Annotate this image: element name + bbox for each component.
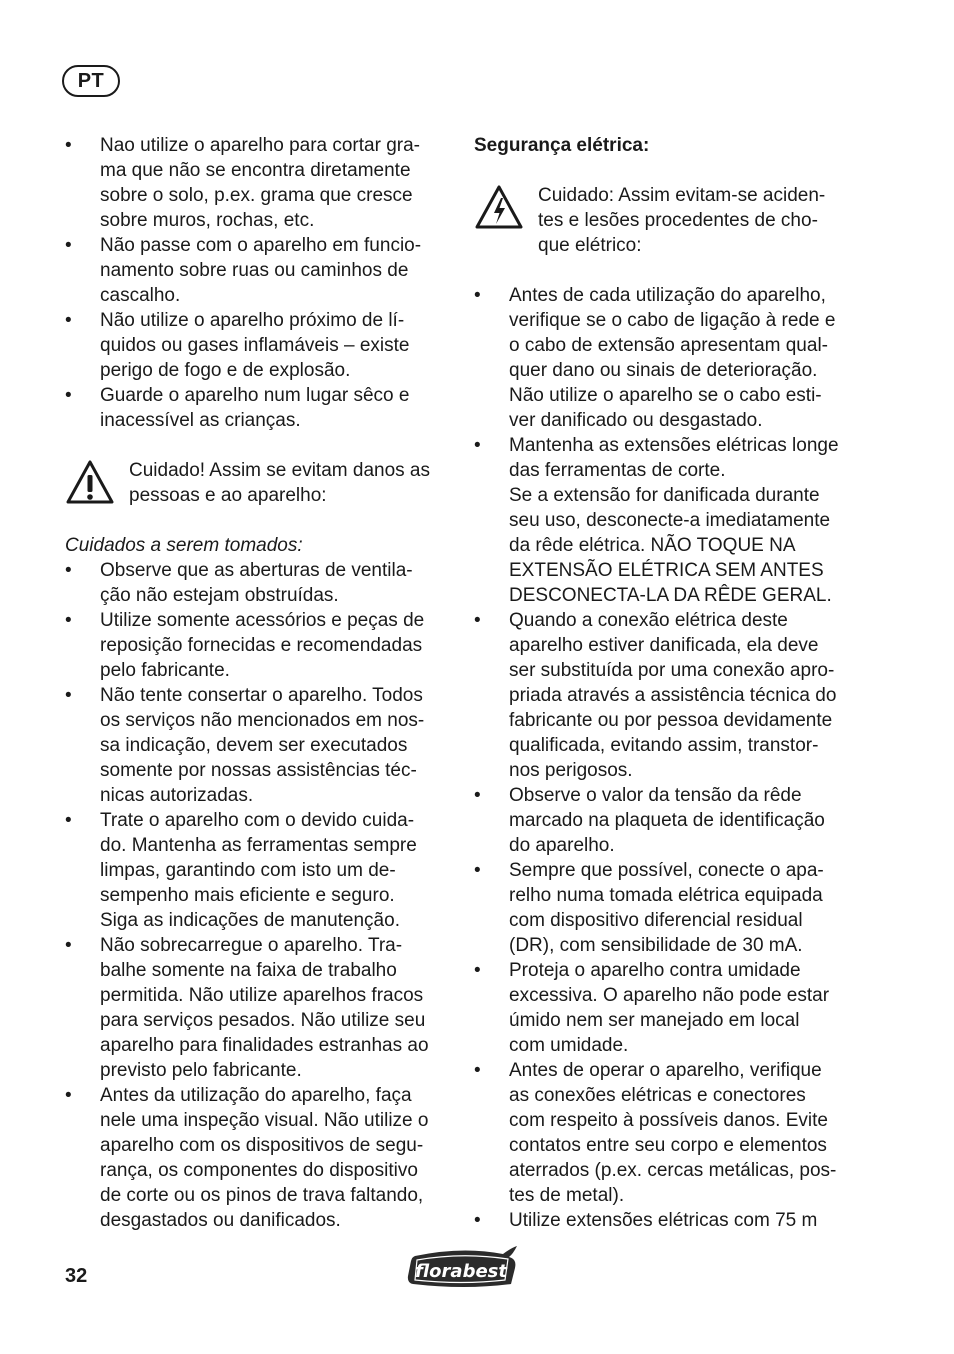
- list-item-line: • Trate o aparelho com o devido cuida-: [100, 810, 415, 831]
- list-item-line: aparelho para finalidades estranhas ao: [100, 1035, 429, 1056]
- list-item-line: relho numa tomada elétrica equipada: [509, 885, 823, 906]
- list-item-line: marcado na plaqueta de identificação: [509, 810, 825, 831]
- list-item: [65, 133, 450, 233]
- list-item-line: seu uso, desconecte-a imediatamente: [509, 510, 831, 531]
- list-item-line: • Observe o valor da tensão da rêde: [509, 785, 802, 806]
- left-column: [65, 133, 450, 1233]
- list-item-line: sa indicação, devem ser executados: [100, 735, 408, 756]
- list-item-line: (DR), com sensibilidade de 30 mA.: [509, 935, 803, 956]
- list-item-line: limpas, garantindo com isto um de-: [100, 860, 396, 881]
- list-item-line: do. Mantenha as ferramentas sempre: [100, 835, 417, 856]
- list-item-line: somente por nossas assistências téc-: [100, 760, 417, 781]
- caution-line: Cuidado! Assim se evitam danos as: [129, 460, 430, 481]
- list-item-line: ção não estejam obstruídas.: [100, 585, 339, 606]
- list-item: [474, 608, 864, 783]
- list-item: [65, 383, 450, 433]
- list-item-line: com umidade.: [509, 1035, 629, 1056]
- list-item-line: tes de metal).: [509, 1185, 625, 1206]
- page-number: 32: [65, 1265, 88, 1287]
- list-item: [65, 933, 450, 1083]
- caution-text-general: [129, 458, 430, 508]
- list-item-line: excessiva. O aparelho não pode estar: [509, 985, 830, 1006]
- list-item-line: • Quando a conexão elétrica deste: [509, 610, 788, 631]
- list-item-line: sobre o solo, p.ex. grama que cresce: [100, 185, 413, 206]
- list-item-line: nele uma inspeção visual. Não utilize o: [100, 1110, 429, 1131]
- list-item-line: • Não passe com o aparelho em funcio-: [100, 235, 422, 256]
- list-item-line: nos perigosos.: [509, 760, 633, 781]
- list-item-line: • Não utilize o aparelho próximo de lí-: [100, 310, 405, 331]
- list-item-line: os serviços não mencionados em nos-: [100, 710, 425, 731]
- list-item: [65, 1083, 450, 1233]
- list-item: [65, 233, 450, 308]
- language-badge: PT: [62, 65, 120, 97]
- electrical-safety-heading: Segurança elétrica:: [474, 135, 650, 156]
- list-item-line: • Guarde o aparelho num lugar sêco e: [100, 385, 410, 406]
- list-item: [474, 433, 864, 608]
- list-item-line: perigo de fogo e de explosão.: [100, 360, 351, 381]
- list-item: [474, 958, 864, 1058]
- list-item-line: verifique se o cabo de ligação à rede e: [509, 310, 836, 331]
- list-item: [65, 558, 450, 608]
- list-item-line: sobre muros, rochas, etc.: [100, 210, 315, 231]
- list-item: [65, 808, 450, 933]
- list-item: [65, 608, 450, 683]
- list-item-line: • Nao utilize o aparelho para cortar gra-: [100, 135, 421, 156]
- list-item-line: das ferramentas de corte.: [509, 460, 726, 481]
- bullet-list-top: [65, 133, 450, 433]
- bullet-list-electrical: [474, 283, 864, 1233]
- list-item-line: DESCONECTA-LA DA RÊDE GERAL.: [509, 585, 832, 606]
- caution-note-general: [65, 458, 450, 508]
- list-item-line: • Utilize somente acessórios e peças de: [100, 610, 425, 631]
- warning-triangle-lightning-icon: [474, 183, 524, 233]
- caution-note-electric: [474, 183, 864, 258]
- list-item-line: Siga as indicações de manutenção.: [100, 910, 400, 931]
- list-item-line: • Sempre que possível, conecte o apa-: [509, 860, 824, 881]
- list-item-line: previsto pelo fabricante.: [100, 1060, 302, 1081]
- list-item-line: quer dano ou sinais de deterioração.: [509, 360, 818, 381]
- list-item-line: ver danificado ou desgastado.: [509, 410, 763, 431]
- list-item-line: ma que não se encontra diretamente: [100, 160, 411, 181]
- list-item: [65, 308, 450, 383]
- logo-wordmark: florabest: [415, 1261, 507, 1282]
- caution-line: que elétrico:: [538, 235, 642, 256]
- list-item-line: fabricante ou por pessoa devidamente: [509, 710, 833, 731]
- florabest-logo: [405, 1244, 520, 1290]
- list-item-line: aparelho estiver danificada, ela deve: [509, 635, 819, 656]
- list-item-line: • Mantenha as extensões elétricas longe: [509, 435, 839, 456]
- list-item-line: • Antes de operar o aparelho, verifique: [509, 1060, 822, 1081]
- list-item-line: balhe somente na faixa de trabalho: [100, 960, 397, 981]
- list-item-line: rança, os componentes do dispositivo: [100, 1160, 418, 1181]
- list-item-line: nicas autorizadas.: [100, 785, 254, 806]
- list-item-line: • Não tente consertar o aparelho. Todos: [100, 685, 423, 706]
- list-item: [474, 858, 864, 958]
- list-item-line: • Observe que as aberturas de ventila-: [100, 560, 413, 581]
- list-item-line: • Proteja o aparelho contra umidade: [509, 960, 801, 981]
- list-item-line: com dispositivo diferencial residual: [509, 910, 803, 931]
- list-item-line: úmido nem ser manejado em local: [509, 1010, 800, 1031]
- list-item-line: de corte ou os pinos de trava faltando,: [100, 1185, 424, 1206]
- list-item-line: qualificada, evitando assim, transtor-: [509, 735, 819, 756]
- list-item-line: ser substituída por uma conexão apro-: [509, 660, 835, 681]
- list-item-line: para serviços pesados. Não utilize seu: [100, 1010, 426, 1031]
- list-item-line: Não utilize o aparelho se o cabo esti-: [509, 385, 822, 406]
- list-item: [474, 1058, 864, 1208]
- bullet-list-precautions: [65, 558, 450, 1233]
- list-item-line: namento sobre ruas ou caminhos de: [100, 260, 409, 281]
- list-item-line: as conexões elétricas e conectores: [509, 1085, 806, 1106]
- list-item-line: aterrados (p.ex. cercas metálicas, pos-: [509, 1160, 837, 1181]
- list-item-line: • Antes de cada utilização do aparelho,: [509, 285, 826, 306]
- right-column: [474, 133, 864, 1233]
- list-item-line: EXTENSÃO ELÉTRICA SEM ANTES: [509, 560, 824, 581]
- list-item-line: • Antes da utilização do aparelho, faça: [100, 1085, 412, 1106]
- caution-text-electric: [538, 183, 825, 258]
- list-item-line: contatos entre seu corpo e elementos: [509, 1135, 827, 1156]
- list-item-line: Se a extensão for danificada durante: [509, 485, 820, 506]
- list-item: [474, 283, 864, 433]
- warning-triangle-exclamation-icon: [65, 458, 115, 508]
- list-item-line: inacessível as crianças.: [100, 410, 301, 431]
- list-item-line: quidos ou gases inflamáveis – existe: [100, 335, 410, 356]
- list-item-line: permitida. Não utilize aparelhos fracos: [100, 985, 424, 1006]
- list-item-line: desgastados ou danificados.: [100, 1210, 341, 1231]
- list-item-line: reposição fornecidas e recomendadas: [100, 635, 423, 656]
- list-item-line: priada através a assistência técnica do: [509, 685, 837, 706]
- caution-line: tes e lesões procedentes de cho-: [538, 210, 818, 231]
- list-item-line: com respeito à possíveis danos. Evite: [509, 1110, 828, 1131]
- list-item-line: aparelho com os dispositivos de segu-: [100, 1135, 424, 1156]
- precautions-heading: Cuidados a serem tomados:: [65, 535, 303, 556]
- list-item-line: • Utilize extensões elétricas com 75 m: [509, 1210, 818, 1231]
- list-item-line: da rêde elétrica. NÃO TOQUE NA: [509, 535, 796, 556]
- list-item-line: o cabo de extensão apresentam qual-: [509, 335, 828, 356]
- list-item-line: cascalho.: [100, 285, 181, 306]
- list-item: [65, 683, 450, 808]
- list-item-line: sempenho mais eficiente e seguro.: [100, 885, 395, 906]
- list-item: [474, 783, 864, 858]
- list-item-line: do aparelho.: [509, 835, 615, 856]
- list-item-line: pelo fabricante.: [100, 660, 230, 681]
- caution-line: pessoas e ao aparelho:: [129, 485, 327, 506]
- list-item-line: • Não sobrecarregue o aparelho. Tra-: [100, 935, 403, 956]
- list-item: [474, 1208, 864, 1233]
- caution-line: Cuidado: Assim evitam-se aciden-: [538, 185, 826, 206]
